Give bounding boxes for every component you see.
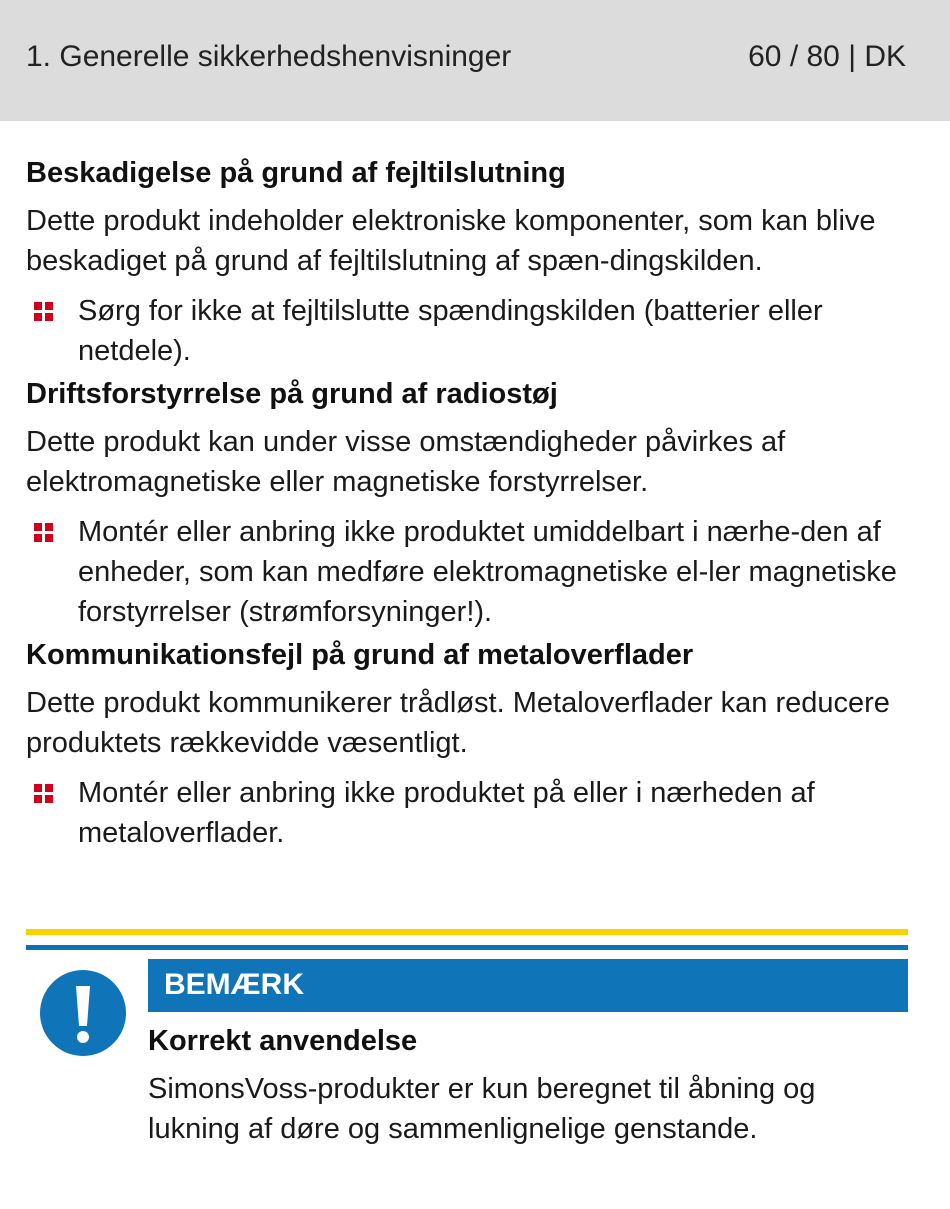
- page-header: [0, 0, 950, 121]
- section-paragraph: Dette produkt kommunikerer trådløst. Metaloverflader kan reducere produktets rækkevidde væsentligt.: [26, 687, 890, 759]
- note-banner: [148, 959, 908, 1012]
- section-fejltilslutning: [26, 153, 908, 371]
- section-paragraph: Dette produkt indeholder elektroniske komponenter, som kan blive beskadiget på grund af fejltilslutning af spæn-dingskilden.: [26, 205, 876, 277]
- main-content: [26, 153, 908, 856]
- list-item: [26, 773, 908, 853]
- divider-blue: [26, 945, 908, 950]
- section-paragraph: Dette produkt kan under visse omstændigheder påvirkes af elektromagnetiske eller magnetiske forstyrrelser.: [26, 426, 786, 498]
- red-square-bullet-icon: [34, 784, 54, 804]
- section-radiostoej: [26, 374, 908, 632]
- divider-yellow: [26, 929, 908, 935]
- section-metaloverflader: [26, 635, 908, 853]
- note-text: SimonsVoss-produkter er kun beregnet til åbning og lukning af døre og sammenlignelige genstande.: [148, 1073, 816, 1145]
- section-heading: Beskadigelse på grund af fejltilslutning: [26, 157, 566, 189]
- list-item-text: Montér eller anbring ikke produktet på eller i nærheden af metaloverflader.: [78, 777, 815, 849]
- note-label: BEMÆRK: [164, 968, 304, 1001]
- exclamation-icon: [36, 966, 130, 1060]
- section-heading: Kommunikationsfejl på grund af metaloverflader: [26, 639, 694, 671]
- list-item-text: Montér eller anbring ikke produktet umiddelbart i nærhe-den af enheder, som kan medføre elektromagnetiske el-ler magnetiske forstyrrelser (strømforsyninger!).: [78, 516, 897, 628]
- list-item: [26, 512, 908, 632]
- red-square-bullet-icon: [34, 302, 54, 322]
- page-number: 60 / 80 | DK: [748, 40, 906, 73]
- section-title: 1. Generelle sikkerhedshenvisninger: [26, 40, 512, 73]
- red-square-bullet-icon: [34, 523, 54, 543]
- list-item: [26, 291, 908, 371]
- section-heading: Driftsforstyrrelse på grund af radiostøj: [26, 378, 558, 410]
- note-title: Korrekt anvendelse: [148, 1025, 418, 1057]
- list-item-text: Sørg for ikke at fejltilslutte spændingskilden (batterier eller netdele).: [78, 295, 823, 367]
